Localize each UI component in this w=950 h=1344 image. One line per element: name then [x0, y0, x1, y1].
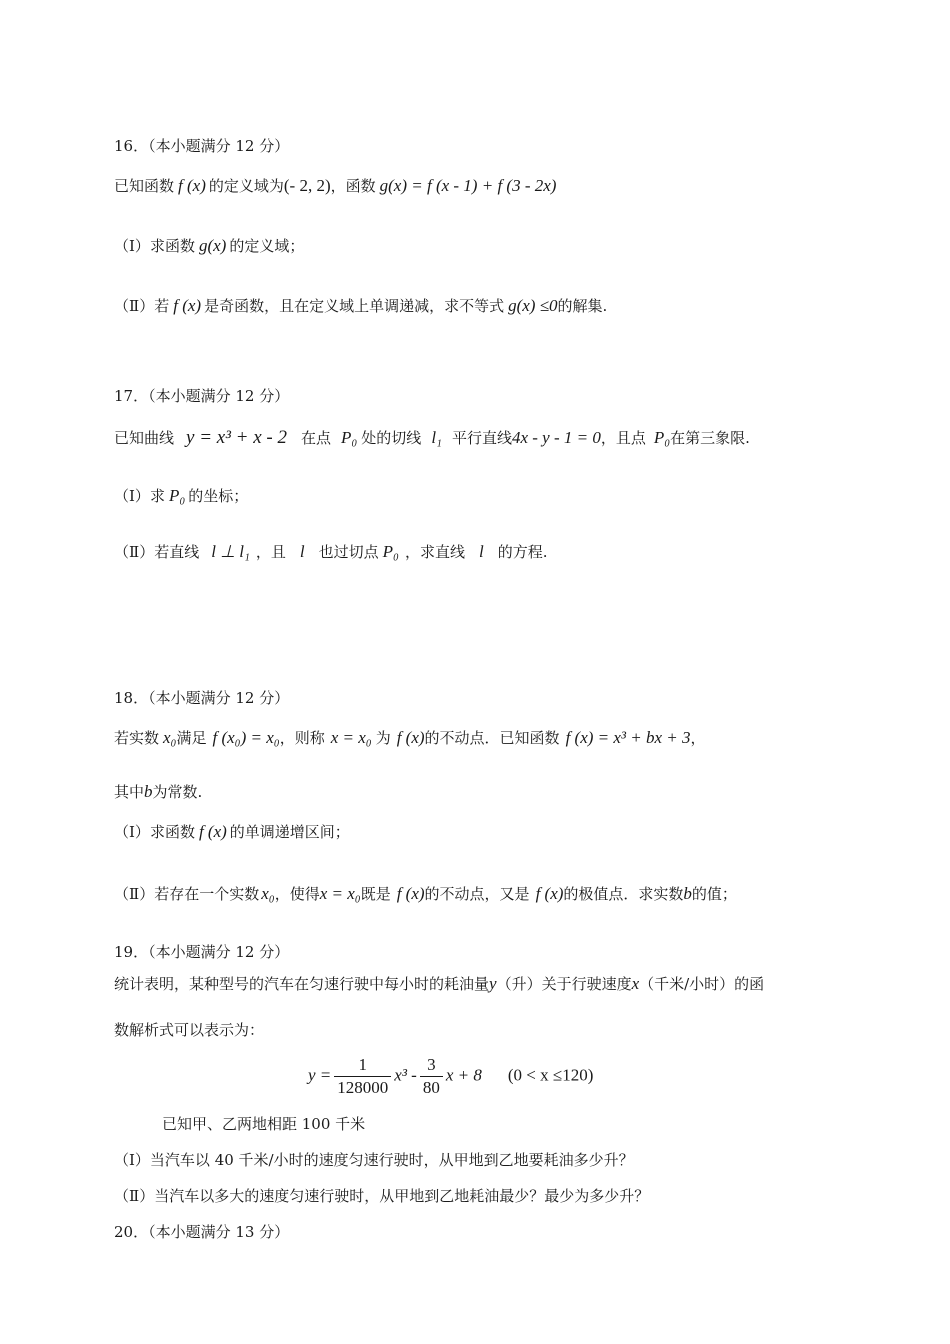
q18-math-x0: x₀ [163, 728, 177, 747]
q19-stem2: 数解析式可以表示为： [114, 1021, 265, 1039]
q18-stem2-text-1: 其中 [114, 783, 145, 801]
q19-formula-frac1-den: 128000 [337, 1078, 389, 1097]
q18-stem-text-6: ， [690, 729, 706, 747]
q17-part2-math-perp: l ⊥ l₁ [211, 542, 250, 561]
q17-stem-text-4: 平行直线 [451, 429, 512, 447]
q18-part2-math-fx-b: f (x) [535, 884, 564, 903]
q17-header: 17．（本小题满分 12 分） [114, 387, 290, 405]
q16-math-gx-def: g(x) = f (x - 1) + f (3 - 2x) [379, 176, 557, 195]
q16-part2-text-3: 的解集. [557, 297, 608, 315]
q16-math-domain: (- 2, 2) [283, 176, 331, 195]
q17-part2-text-5: 的方程. [497, 543, 548, 561]
q17-stem-text-5: ，且点 [600, 429, 646, 447]
q16-stem-text-1: 已知函数 [114, 177, 175, 195]
q16-part1 [114, 236, 304, 256]
q18-stem2 [114, 782, 202, 802]
q19-header: 19．（本小题满分 12 分） [114, 943, 290, 961]
q16-part2-math-fx: f (x) [173, 296, 202, 315]
q17-part2-math-l-a: l [299, 542, 305, 561]
q18-part1-text-2: 的单调递增区间； [229, 823, 350, 841]
q19-formula-frac2-num: 3 [420, 1054, 443, 1077]
q18-stem-text-3: ，则称 [279, 729, 325, 747]
q17-part2-math-p0: P₀ [382, 542, 399, 561]
q18-math-x-eq-x0: x = x₀ [330, 728, 372, 747]
q18-part1-math-fx: f (x) [198, 822, 227, 841]
q20-header: 20．（本小题满分 13 分） [114, 1223, 290, 1241]
q16-part2-text-1: 若 [154, 297, 170, 315]
q19-formula-domain: (0 < x ≤120) [507, 1065, 594, 1085]
q19-formula-term1: x³ - [394, 1065, 417, 1085]
q19-math-y: y [489, 974, 497, 993]
q17-stem-text-1: 已知曲线 [114, 429, 175, 447]
q19-formula-frac2 [420, 1054, 443, 1099]
q19-formula-frac2-den: 80 [422, 1078, 440, 1097]
q16-stem-text-2: 的定义域为 [208, 177, 284, 195]
q18-part1-label: （Ⅰ） [114, 823, 150, 841]
q18-part2-math-x-eq-x0: x = x₀ [319, 884, 361, 903]
q18-stem2-text-2: 为常数. [152, 783, 203, 801]
q18-stem-text-1: 若实数 [114, 729, 160, 747]
q18-math-fx-def: f (x) = x³ + bx + 3 [565, 728, 691, 747]
q17-part2-text-4: ，求直线 [404, 543, 465, 561]
q18-part2-text-2: ，使得 [274, 885, 320, 903]
q18-stem-text-5: 的不动点．已知函数 [424, 729, 560, 747]
q17-stem-text-2: 在点 [300, 429, 331, 447]
q18-part2 [114, 884, 737, 904]
q18-part2-text-4: 的不动点，又是 [424, 885, 530, 903]
q19-math-x: x [631, 974, 640, 993]
q19-stem1-text-2: （升）关于行驶速度 [496, 975, 632, 993]
q16-part2 [114, 296, 607, 316]
q17-stem-text-3: 处的切线 [361, 429, 422, 447]
q18-stem-text-4: 为 [375, 729, 391, 747]
q18-part2-math-fx-a: f (x) [396, 884, 425, 903]
q19-stem1 [114, 974, 764, 994]
q18-part2-text-1: 若存在一个实数 [154, 885, 260, 903]
q17-part1-label: （Ⅰ） [114, 487, 150, 505]
q18-math-fixed-eq: f (x₀) = x₀ [212, 728, 280, 747]
q18-part2-text-6: 的值； [691, 885, 737, 903]
q17-part2-text-2: ，且 [255, 543, 286, 561]
q17-part1-text-2: 的坐标； [188, 487, 249, 505]
q17-math-p0-b: P₀ [653, 428, 671, 447]
q16-part1-text-2: 的定义域； [229, 237, 305, 255]
q17-math-p0-a: P₀ [341, 428, 358, 447]
q18-part2-math-b: b [683, 884, 692, 903]
q16-part2-math-ineq: g(x) ≤0 [508, 296, 558, 315]
q17-math-curve: y = x³ + x - 2 [186, 427, 287, 448]
q16-header: 16．（本小题满分 12 分） [114, 137, 290, 155]
q16-part2-text-2: 是奇函数，且在定义域上单调递减，求不等式 [204, 297, 505, 315]
q17-part2-text-3: 也过切点 [318, 543, 379, 561]
q17-part2-text-1: 若直线 [154, 543, 200, 561]
q16-part1-math-gx: g(x) [198, 236, 227, 255]
q19-formula-lhs: y = [308, 1065, 332, 1085]
q17-stem [114, 428, 750, 448]
q19-formula-term2: x + 8 [445, 1065, 482, 1085]
q18-part2-math-x0: x₀ [261, 884, 275, 903]
q19-formula [308, 1054, 593, 1099]
q16-part1-text-1: 求函数 [149, 237, 195, 255]
q16-part2-label: （Ⅱ） [114, 297, 155, 315]
q18-math-fx: f (x) [396, 728, 425, 747]
q16-math-fx: f (x) [178, 176, 206, 195]
q18-part2-label: （Ⅱ） [114, 885, 155, 903]
q18-part1-text-1: 求函数 [149, 823, 195, 841]
q19-part1: （Ⅰ）当汽车以 40 千米/小时的速度匀速行驶时，从甲地到乙地要耗油多少升？ [114, 1151, 634, 1169]
q17-part2 [114, 542, 547, 562]
q17-part2-math-l-b: l [478, 542, 484, 561]
q17-math-line: 4x - y - 1 = 0 [511, 428, 601, 447]
q19-stem1-text-3: （千米/小时）的函 [639, 975, 765, 993]
q17-part1-text-1: 求 [149, 487, 165, 505]
q18-math-b: b [144, 782, 153, 801]
q19-formula-frac1-num: 1 [334, 1054, 391, 1077]
q18-stem-text-2: 满足 [176, 729, 207, 747]
q18-part2-text-3: 既是 [360, 885, 391, 903]
q19-part2: （Ⅱ）当汽车以多大的速度匀速行驶时，从甲地到乙地耗油最少？最少为多少升？ [114, 1187, 650, 1205]
q19-stem1-text-1: 统计表明，某种型号的汽车在匀速行驶中每小时的耗油量 [114, 975, 490, 993]
q19-formula-frac1 [334, 1054, 391, 1099]
q18-part1 [114, 822, 350, 842]
q17-math-l1: l₁ [431, 428, 442, 447]
q17-stem-text-6: 在第三象限. [670, 429, 750, 447]
q17-part1-math-p0: P₀ [168, 486, 186, 505]
q16-stem-text-3: ，函数 [330, 177, 376, 195]
q17-part2-label: （Ⅱ） [114, 543, 155, 561]
q19-note: 已知甲、乙两地相距 100 千米 [162, 1115, 366, 1133]
q16-part1-label: （Ⅰ） [114, 237, 150, 255]
q17-part1 [114, 486, 248, 506]
q16-stem [114, 176, 556, 196]
q18-part2-text-5: 的极值点．求实数 [563, 885, 684, 903]
q18-stem [114, 728, 706, 748]
q18-header: 18．（本小题满分 12 分） [114, 689, 290, 707]
